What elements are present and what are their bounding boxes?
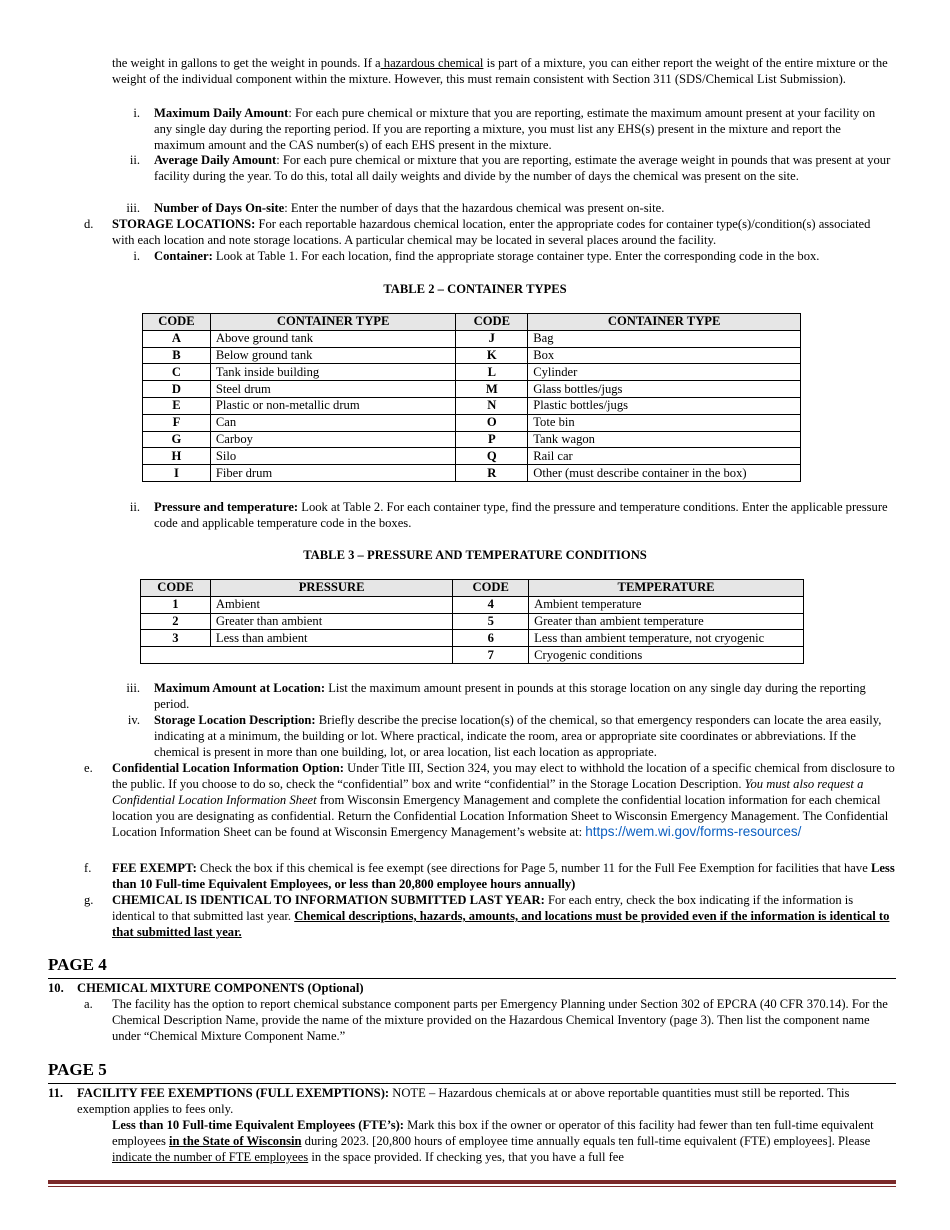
table-row: [143, 397, 801, 414]
pressure-temperature-table: [140, 579, 804, 664]
description-cell: Ambient: [210, 596, 452, 613]
item-c-iii-num: iii.: [126, 201, 140, 215]
avg-daily-amount: Average Daily Amount: For each pure chemical or mixture that you are reporting, estimate the average weight in pounds that was present at your facility during the year. To do this, total all daily weights and divide by the number of days the chemical was present on the site.: [154, 153, 891, 183]
table-row: [143, 381, 801, 398]
table-row: [143, 465, 801, 482]
footer-rule-thin: [48, 1186, 896, 1187]
item-g-num: g.: [84, 893, 94, 907]
description-cell: Above ground tank: [210, 330, 456, 347]
table-row: [143, 448, 801, 465]
code-cell: 4: [453, 596, 529, 613]
code-cell: H: [143, 448, 211, 465]
code-cell: I: [143, 465, 211, 482]
description-cell: Tank inside building: [210, 364, 456, 381]
code-cell: [141, 647, 453, 664]
code-cell: C: [143, 364, 211, 381]
table-row: [143, 414, 801, 431]
footer-rule: [48, 1180, 896, 1184]
description-cell: Cylinder: [528, 364, 801, 381]
description-cell: Below ground tank: [210, 347, 456, 364]
table-row: [143, 347, 801, 364]
description-cell: Cryogenic conditions: [529, 647, 804, 664]
item-d-iv-num: iv.: [127, 713, 140, 727]
description-cell: Can: [210, 414, 456, 431]
item-c-ii-num: ii.: [129, 153, 140, 167]
col-temperature: TEMPERATURE: [529, 580, 804, 597]
code-cell: N: [456, 397, 528, 414]
description-cell: Greater than ambient temperature: [529, 613, 804, 630]
page5-rule: [48, 1083, 896, 1084]
code-cell: L: [456, 364, 528, 381]
table-row: [141, 647, 804, 664]
table2-caption: TABLE 2 – CONTAINER TYPES: [383, 282, 567, 296]
page4-heading: PAGE 4: [48, 955, 107, 974]
col-container-type: CONTAINER TYPE: [528, 314, 801, 331]
code-cell: 5: [453, 613, 529, 630]
code-cell: 2: [141, 613, 211, 630]
col-code: CODE: [456, 314, 528, 331]
table-row: [141, 613, 804, 630]
description-cell: Tote bin: [528, 414, 801, 431]
section10-num: 10.: [48, 981, 64, 995]
item-d-iii-num: iii.: [126, 681, 140, 695]
storage-locations: STORAGE LOCATIONS: For each reportable hazardous chemical location, enter the appropriate codes for container type(s)/condition(s) associated with each location and note storage locations. A particular chemical may be located in several places around the facility.: [112, 217, 871, 247]
description-cell: Greater than ambient: [210, 613, 452, 630]
description-cell: Plastic or non-metallic drum: [210, 397, 456, 414]
code-cell: 6: [453, 630, 529, 647]
description-cell: Box: [528, 347, 801, 364]
code-cell: B: [143, 347, 211, 364]
description-cell: Silo: [210, 448, 456, 465]
code-cell: G: [143, 431, 211, 448]
table-row: [143, 330, 801, 347]
item-f-num: f.: [84, 861, 92, 875]
table-row: [141, 630, 804, 647]
identical-info: CHEMICAL IS IDENTICAL TO INFORMATION SUBMITTED LAST YEAR: For each entry, check the box indicating if the information is identical to that submitted last year. Chemical descriptions, hazards, amounts, and locations must be provided even if the information is identical to that submitted last year.: [112, 893, 890, 939]
table-row: [143, 364, 801, 381]
hazardous-chemical-link[interactable]: hazardous chemical: [380, 56, 484, 70]
code-cell: 1: [141, 596, 211, 613]
code-cell: A: [143, 330, 211, 347]
pressure-temperature: Pressure and temperature: Look at Table 2. For each container type, find the pressure and temperature conditions. Enter the applicable pressure code and applicable temperature code in the boxes.: [154, 500, 888, 530]
wem-forms-link[interactable]: https://wem.wi.gov/forms-resources/: [585, 824, 802, 839]
fte-exemption: Less than 10 Full-time Equivalent Employees (FTE’s): Mark this box if the owner or operator of this facility had fewer than ten full-time equivalent employees in the State of Wisconsin during 2023. [20,800 hours of employee time annually equals ten full-time equivalent (FTE) employees]. Please indicate the number of FTE employees in the space provided. If checking yes, that you have a full fee: [112, 1118, 874, 1164]
code-cell: O: [456, 414, 528, 431]
table-row: [143, 431, 801, 448]
description-cell: Carboy: [210, 431, 456, 448]
item-d-num: d.: [84, 217, 94, 231]
days-on-site: Number of Days On-site: Enter the number of days that the hazardous chemical was present on-site.: [154, 201, 665, 215]
col-code: CODE: [143, 314, 211, 331]
max-daily-amount: Maximum Daily Amount: For each pure chemical or mixture that you are reporting, estimate the maximum amount present at your facility on any single day during the reporting period. If you are reporting a mixture, you must list any EHS(s) present in the mixture and report the maximum amount and the CAS number(s) of each EHS present in the mixture.: [154, 106, 876, 152]
storage-location-description: Storage Location Description: Briefly describe the precise location(s) of the chemical, so that emergency responders can locate the area easily, indicating at a minimum, the building or lot. Where practical, indicate the room, area or appropriate site coordinates or abbreviations. If the chemical is present in more than one building, lot, or area location, list each location as appropriate.: [154, 713, 882, 759]
description-cell: Glass bottles/jugs: [528, 381, 801, 398]
code-cell: J: [456, 330, 528, 347]
fee-exemptions: FACILITY FEE EXEMPTIONS (FULL EXEMPTIONS): NOTE – Hazardous chemicals at or above reportable quantities must still be reported. This exemption applies to fees only.: [77, 1086, 850, 1116]
code-cell: F: [143, 414, 211, 431]
code-cell: 3: [141, 630, 211, 647]
description-cell: Other (must describe container in the box): [528, 465, 801, 482]
confidential-location: Confidential Location Information Option: Under Title III, Section 324, you may elect to withhold the location of a specific chemical from disclosure to the public. If you choose to do so, check the “confidential” box and write “confidential” in the Storage Location Description. You must also request a Confidential Location Information Sheet from Wisconsin Emergency Management and complete the confidential location information for each chemical location you are designating as confidential. Return the Confidential Location Information Sheet to Wisconsin Emergency Management. The Confidential Location Information Sheet can be found at Wisconsin Emergency Management’s website at: https://wem.wi.gov/forms-resources/: [112, 761, 895, 839]
table-header-row: [143, 314, 801, 331]
code-cell: Q: [456, 448, 528, 465]
code-cell: D: [143, 381, 211, 398]
section11-num: 11.: [48, 1086, 64, 1100]
intro-paragraph: the weight in gallons to get the weight in pounds. If a hazardous chemical is part of a mixture, you can either report the weight of the entire mixture or the weight of the individual component within the mixture. However, this must remain consistent with Section 311 (SDS/Chemical List Submission).: [112, 56, 888, 86]
description-cell: Ambient temperature: [529, 596, 804, 613]
max-amount-location: Maximum Amount at Location: List the maximum amount present in pounds at this storage location on any single day during the reporting period.: [154, 681, 866, 711]
code-cell: R: [456, 465, 528, 482]
col-pressure: PRESSURE: [210, 580, 452, 597]
description-cell: Steel drum: [210, 381, 456, 398]
item-10a-num: a.: [84, 997, 93, 1011]
item-d-i-num: i.: [133, 249, 140, 263]
description-cell: Bag: [528, 330, 801, 347]
table3-caption: TABLE 3 – PRESSURE AND TEMPERATURE CONDITIONS: [303, 548, 647, 562]
description-cell: Plastic bottles/jugs: [528, 397, 801, 414]
code-cell: K: [456, 347, 528, 364]
fee-exempt: FEE EXEMPT: Check the box if this chemical is fee exempt (see directions for Page 5, number 11 for the Full Fee Exemption for facilities that have Less than 10 Full-time Equivalent Employees, or less than 20,800 employee hours annually): [112, 861, 895, 891]
section10-title: CHEMICAL MIXTURE COMPONENTS (Optional): [77, 981, 364, 995]
code-cell: P: [456, 431, 528, 448]
table-header-row: [141, 580, 804, 597]
item-d-ii-num: ii.: [129, 500, 140, 514]
description-cell: Tank wagon: [528, 431, 801, 448]
mixture-components-text: The facility has the option to report chemical substance component parts per Emergency Planning under Section 302 of EPCRA (40 CFR 370.14). For the Chemical Description Name, provide the name of the mixture provided on the Hazardous Chemical Inventory (page 3). Then list the component name under “Chemical Mixture Component Name.”: [112, 997, 888, 1043]
description-cell: Less than ambient: [210, 630, 452, 647]
code-cell: E: [143, 397, 211, 414]
page4-rule: [48, 978, 896, 979]
table-row: [141, 596, 804, 613]
code-cell: M: [456, 381, 528, 398]
code-cell: 7: [453, 647, 529, 664]
col-container-type: CONTAINER TYPE: [210, 314, 456, 331]
container-types-table: [142, 313, 801, 482]
description-cell: Fiber drum: [210, 465, 456, 482]
description-cell: Rail car: [528, 448, 801, 465]
page5-heading: PAGE 5: [48, 1060, 107, 1079]
item-e-num: e.: [84, 761, 93, 775]
item-c-i-num: i.: [133, 106, 140, 120]
col-code: CODE: [141, 580, 211, 597]
description-cell: Less than ambient temperature, not cryogenic: [529, 630, 804, 647]
container-instruction: Container: Look at Table 1. For each location, find the appropriate storage container type. Enter the corresponding code in the box.: [154, 249, 820, 263]
col-code: CODE: [453, 580, 529, 597]
